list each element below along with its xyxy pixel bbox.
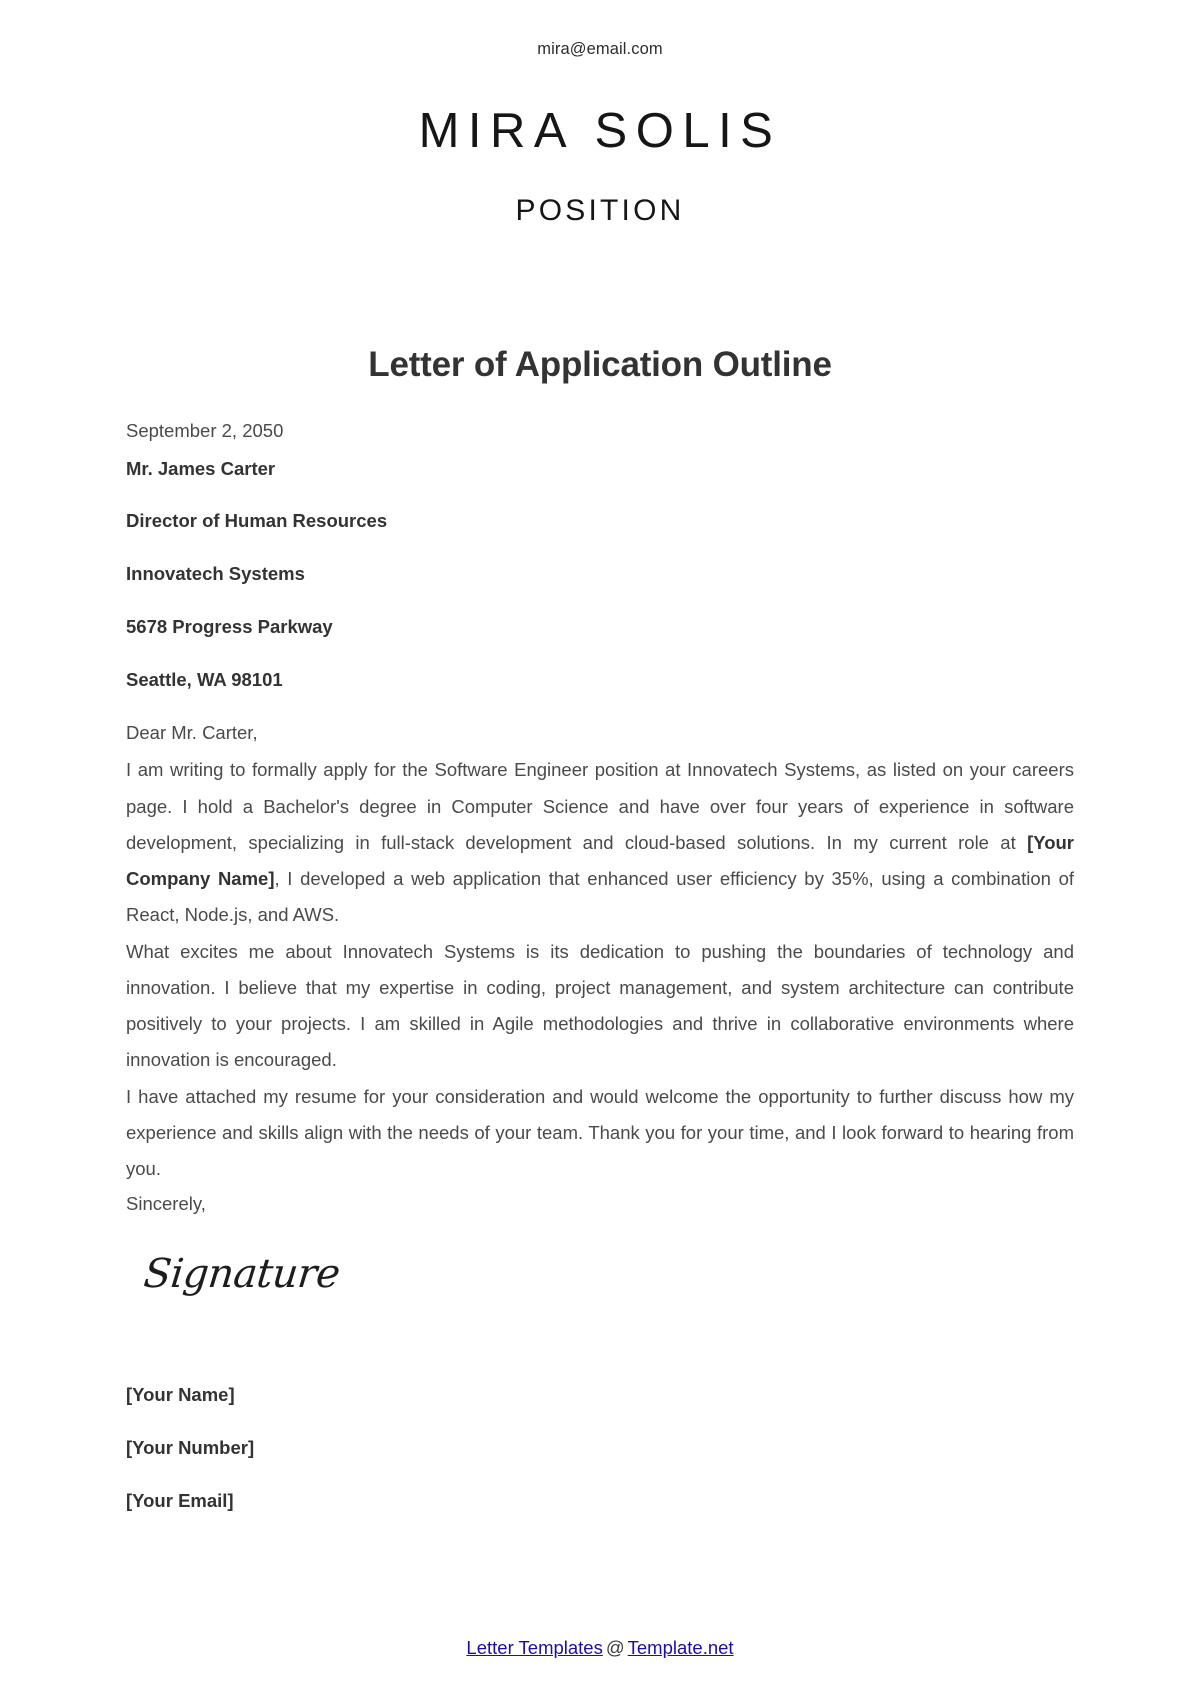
body-paragraph-1 — [126, 752, 1074, 933]
footer-link-template-net[interactable]: Template.net — [627, 1636, 734, 1658]
salutation: Dear Mr. Carter, — [126, 721, 258, 743]
letterhead-name: MIRA SOLIS — [418, 103, 782, 158]
letter-date: September 2, 2050 — [126, 419, 284, 441]
footer — [40, 1636, 1160, 1660]
closing-line: Sincerely, — [126, 1193, 206, 1215]
sender-number-placeholder: [Your Number] — [126, 1437, 255, 1459]
paragraph-1-text-before-placeholder: I am writing to formally apply for the Software Engineer position at Innovatech Systems, as listed on your careers page. I hold a Bachelor's degree in Computer Science and have over four years of experience in software development, specializing in full-stack development and cloud-based solutions. In my current role at — [126, 759, 1074, 853]
recipient-name: Mr. James Carter — [126, 457, 276, 479]
signature-area — [126, 1251, 1074, 1312]
footer-separator: @ — [605, 1636, 625, 1658]
recipient-title: Director of Human Resources — [126, 510, 388, 532]
sign-off-block — [126, 1382, 1074, 1514]
company-name-placeholder: [Your Company Name] — [126, 831, 1074, 890]
body-paragraph-2: What excites me about Innovatech Systems is its dedication to pushing the boundaries of technology and innovation. I believe that my expertise in coding, project management, and system architecture can contribute positively to your projects. I am skilled in Agile methodologies and thrive in collaborative environments where innovation is encouraged. — [126, 940, 1074, 1071]
body-paragraph-3: I have attached my resume for your consideration and would welcome the opportunity to further discuss how my experience and skills align with the needs of your team. Thank you for your time, and I look forward to hearing from you. — [126, 1085, 1074, 1180]
signature-image: Signature — [141, 1251, 342, 1298]
letter-body — [40, 418, 1160, 1515]
letterhead — [40, 0, 1160, 226]
letter-page — [40, 0, 1160, 1700]
paragraph-1-text-after-placeholder: , I developed a web application that enhanced user efficiency by 35%, using a combination of React, Node.js, and AWS. — [126, 868, 1074, 926]
sender-email-placeholder: [Your Email] — [126, 1489, 234, 1511]
recipient-street: 5678 Progress Parkway — [126, 616, 333, 638]
sender-name-placeholder: [Your Name] — [126, 1384, 235, 1406]
footer-link-letter-templates[interactable]: Letter Templates — [466, 1636, 603, 1658]
recipient-city-state-zip: Seattle, WA 98101 — [126, 668, 283, 690]
letterhead-email: mira@email.com — [537, 40, 663, 58]
letterhead-position: POSITION — [515, 193, 685, 227]
recipient-company: Innovatech Systems — [126, 563, 305, 585]
page-title: Letter of Application Outline — [368, 344, 832, 384]
